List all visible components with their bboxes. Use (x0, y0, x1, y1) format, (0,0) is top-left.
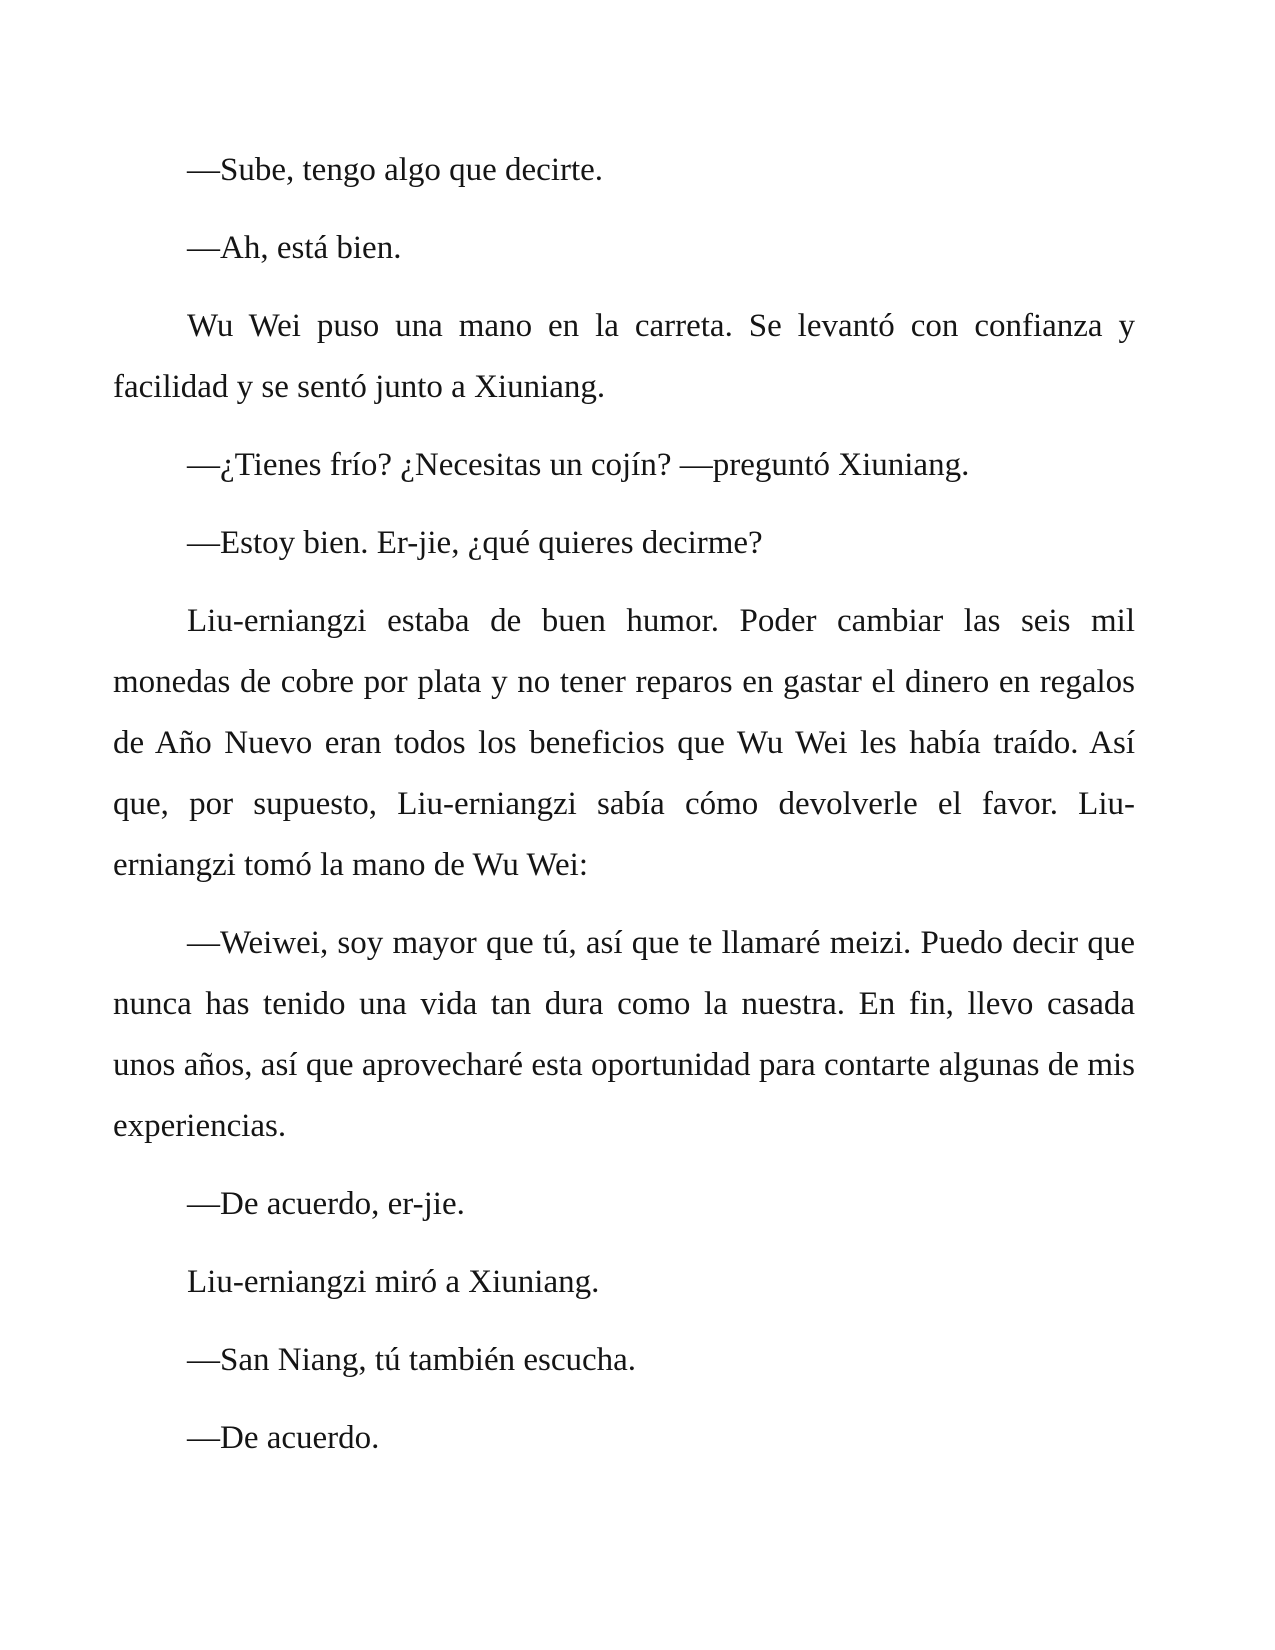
paragraph: Liu-erniangzi miró a Xiuniang. (187, 1264, 600, 1300)
paragraph: —Weiwei, soy mayor que tú, así que te llamaré meizi. Puedo decir que nunca has tenido una vida tan dura como la nuestra. En fin, llevo casada unos años, así que aprovecharé esta oportunidad para contarte algunas de mis experiencias. (113, 925, 1135, 1144)
paragraph: Wu Wei puso una mano en la carreta. Se levantó con confianza y facilidad y se sentó junto a Xiuniang. (113, 308, 1135, 405)
paragraph: —De acuerdo. (187, 1420, 380, 1456)
body-text (113, 140, 1135, 1486)
paragraph: —San Niang, tú también escucha. (187, 1342, 637, 1378)
paragraph: —Estoy bien. Er-jie, ¿qué quieres decirme? (187, 525, 763, 561)
paragraph: —Ah, está bien. (187, 230, 402, 266)
paragraph: —Sube, tengo algo que decirte. (187, 152, 604, 188)
paragraph: —De acuerdo, er-jie. (187, 1186, 465, 1222)
paragraph: —¿Tienes frío? ¿Necesitas un cojín? —preguntó Xiuniang. (187, 447, 970, 483)
paragraph: Liu-erniangzi estaba de buen humor. Poder cambiar las seis mil monedas de cobre por plata y no tener reparos en gastar el dinero en regalos de Año Nuevo eran todos los beneficios que Wu Wei les había traído. Así que, por supuesto, Liu-erniangzi sabía cómo devolverle el favor. Liu-erniangzi tomó la mano de Wu Wei: (113, 603, 1135, 883)
